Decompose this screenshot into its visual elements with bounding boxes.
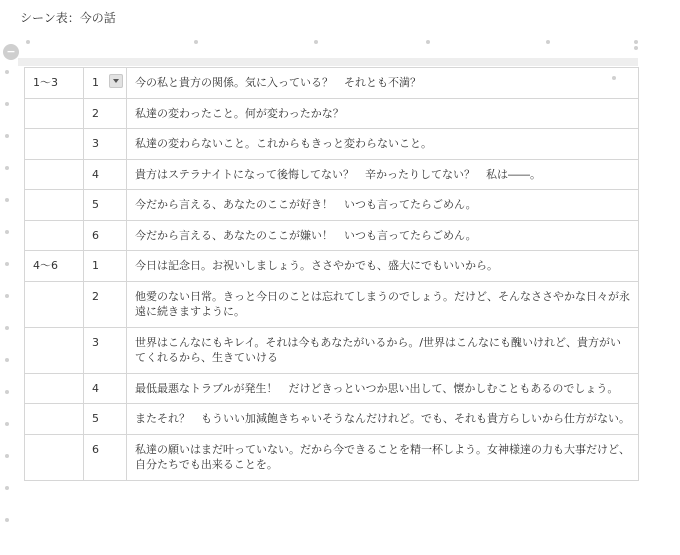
roll-cell[interactable]: [84, 68, 127, 99]
roll-cell[interactable]: 5: [84, 404, 127, 435]
range-cell[interactable]: [25, 159, 84, 190]
scene-text-cell[interactable]: 今だから言える、あなたのここが嫌い！ いつも言ってたらごめん。: [127, 220, 639, 251]
table-row: [25, 220, 639, 251]
table-row: [25, 251, 639, 282]
range-cell[interactable]: [25, 281, 84, 327]
table-row: [25, 68, 639, 99]
table-row: [25, 434, 639, 480]
roll-cell[interactable]: 4: [84, 373, 127, 404]
range-cell[interactable]: 1～3: [25, 68, 84, 99]
roll-cell[interactable]: 2: [84, 98, 127, 129]
roll-cell[interactable]: 5: [84, 190, 127, 221]
roll-cell[interactable]: 6: [84, 220, 127, 251]
range-cell[interactable]: [25, 373, 84, 404]
roll-cell[interactable]: 4: [84, 159, 127, 190]
roll-cell[interactable]: 3: [84, 327, 127, 373]
editor-guide-left: [5, 70, 9, 540]
minus-circle-icon[interactable]: −: [3, 44, 19, 60]
table-row: [25, 159, 639, 190]
scene-table: [24, 67, 639, 481]
roll-cell[interactable]: 6: [84, 434, 127, 480]
editor-guide-top: [26, 40, 646, 44]
roll-cell[interactable]: 1: [84, 251, 127, 282]
roll-cell[interactable]: 2: [84, 281, 127, 327]
table-row: [25, 190, 639, 221]
scene-text-cell[interactable]: 今の私と貴方の関係。気に入っている？ それとも不満？: [127, 68, 639, 99]
scene-text-cell[interactable]: 貴方はステラナイトになって後悔してない？ 辛かったりしてない？ 私は――。: [127, 159, 639, 190]
scene-text-cell[interactable]: 世界はこんなにもキレイ。それは今もあなたがいるから。/世界はこんなにも醜いけれど、貴方がいてくれるから、生きていける: [127, 327, 639, 373]
scene-text-cell[interactable]: 最低最悪なトラブルが発生！ だけどきっといつか思い出して、懐かしむこともあるのでしょう。: [127, 373, 639, 404]
range-cell[interactable]: [25, 434, 84, 480]
table-row: [25, 129, 639, 160]
table-row: [25, 98, 639, 129]
range-cell[interactable]: 4～6: [25, 251, 84, 282]
scene-text-cell[interactable]: またそれ？ もういい加減飽きちゃいそうなんだけれど。でも、それも貴方らしいから仕方がない。: [127, 404, 639, 435]
scene-text-cell[interactable]: 今日は記念日。お祝いしましょう。ささやかでも、盛大にでもいいから。: [127, 251, 639, 282]
range-cell[interactable]: [25, 98, 84, 129]
scene-text-cell[interactable]: 私達の願いはまだ叶っていない。だから今できることを精一杯しよう。女神様達の力も大事だけど、自分たちでも出来ることを。: [127, 434, 639, 480]
scene-text-cell[interactable]: 私達の変わらないこと。これからもきっと変わらないこと。: [127, 129, 639, 160]
scene-text-cell[interactable]: 今だから言える、あなたのここが好き！ いつも言ってたらごめん。: [127, 190, 639, 221]
scene-text-cell[interactable]: 私達の変わったこと。何が変わったかな？: [127, 98, 639, 129]
page-title: シーン表：今の話: [20, 11, 116, 25]
roll-value: 1: [92, 76, 99, 89]
editor-guide-dot: [634, 46, 638, 50]
table-row: [25, 373, 639, 404]
table-toolbar-strip: [18, 58, 638, 66]
table-row: [25, 404, 639, 435]
range-cell[interactable]: [25, 327, 84, 373]
range-cell[interactable]: [25, 220, 84, 251]
table-row: [25, 327, 639, 373]
range-cell[interactable]: [25, 129, 84, 160]
roll-cell[interactable]: 3: [84, 129, 127, 160]
scene-table-body: [25, 68, 639, 481]
range-cell[interactable]: [25, 190, 84, 221]
range-cell[interactable]: [25, 404, 84, 435]
scene-text-cell[interactable]: 他愛のない日常。きっと今日のことは忘れてしまうのでしょう。だけど、そんなささやかな日々が永遠に続きますように。: [127, 281, 639, 327]
dropdown-arrow-icon[interactable]: [109, 74, 123, 88]
table-row: [25, 281, 639, 327]
